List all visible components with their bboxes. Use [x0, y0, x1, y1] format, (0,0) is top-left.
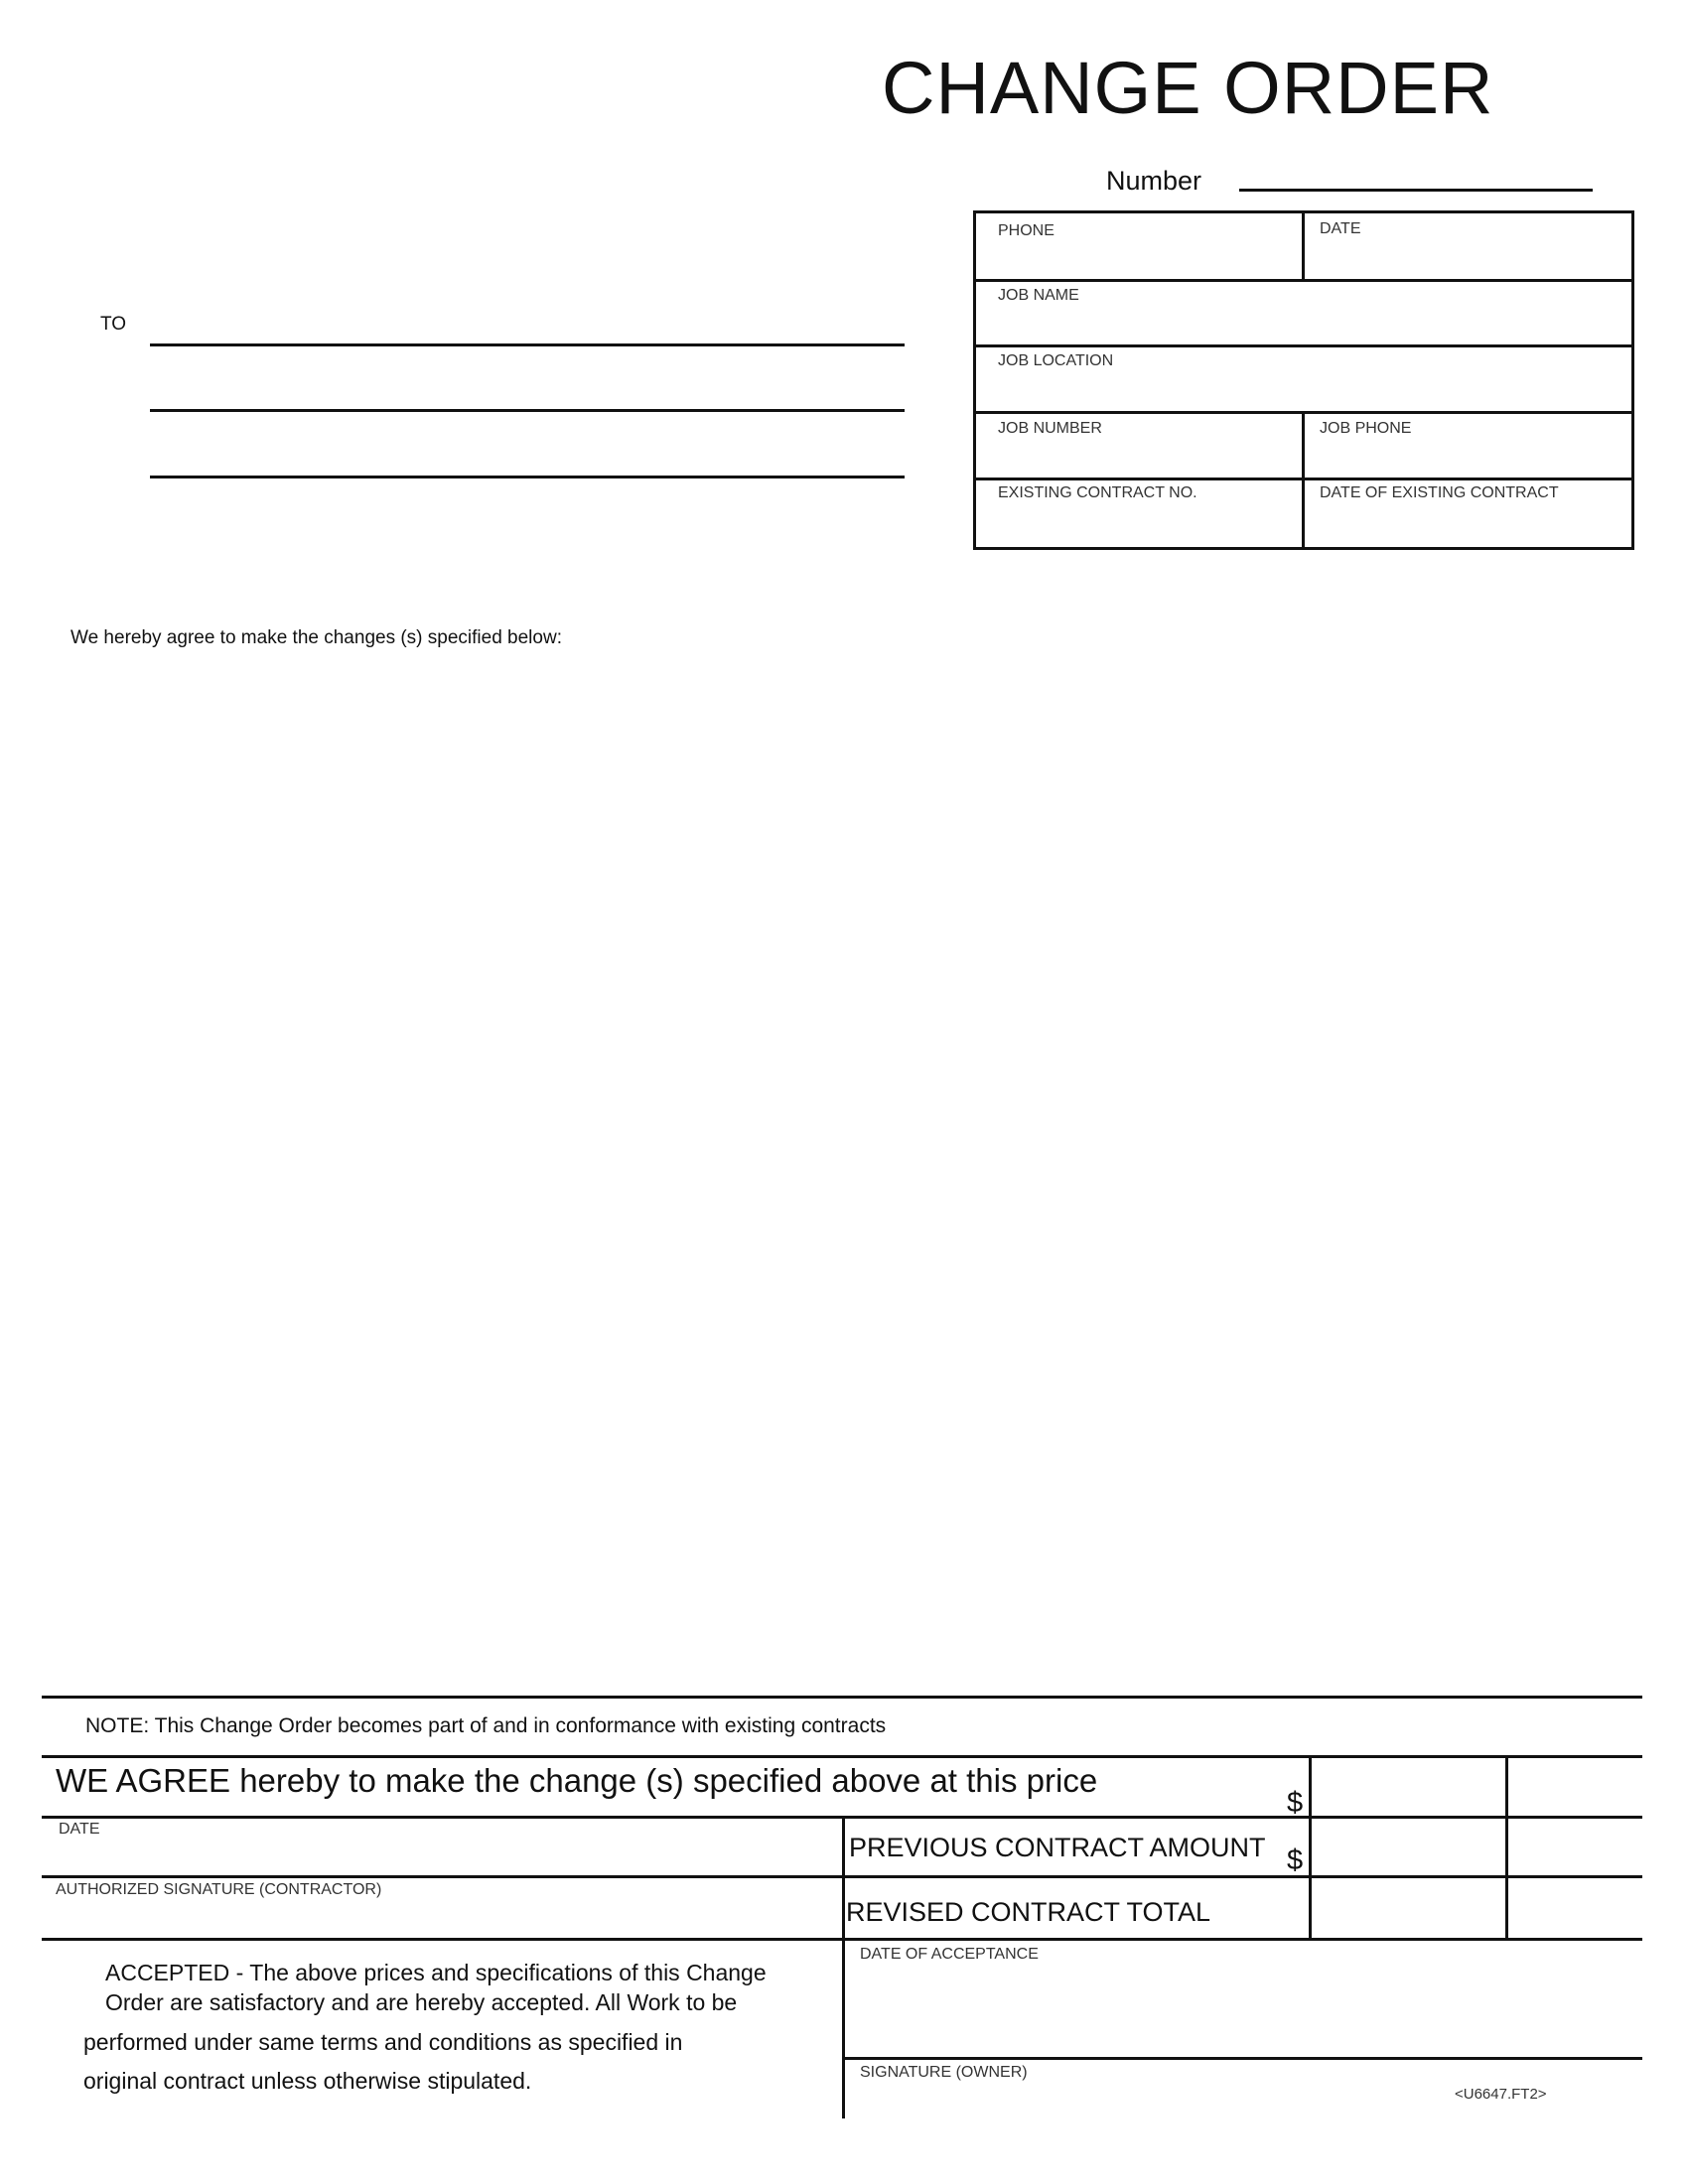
footer-divider [42, 1696, 1642, 1699]
box-divider [976, 344, 1631, 347]
job-info-box [973, 210, 1634, 550]
page-title: CHANGE ORDER [882, 47, 1494, 129]
revised-contract-total-label: REVISED CONTRACT TOTAL [846, 1897, 1211, 1927]
accepted-line-4: original contract unless otherwise stipulated. [83, 2068, 532, 2094]
price-column-divider [1505, 1757, 1508, 1940]
to-line-1[interactable] [150, 343, 905, 346]
form-code: <U6647.FT2> [1455, 2086, 1547, 2103]
dollar-sign: $ [1287, 1844, 1304, 1876]
authorized-signature-field[interactable]: AUTHORIZED SIGNATURE (CONTRACTOR) [56, 1881, 382, 1898]
we-agree-text: WE AGREE hereby to make the change (s) specified above at this price [56, 1762, 1098, 1799]
date-of-acceptance-field[interactable]: DATE OF ACCEPTANCE [860, 1946, 1039, 1963]
number-label: Number [1106, 166, 1202, 196]
number-field[interactable] [1239, 189, 1593, 192]
accepted-line-3: performed under same terms and conditions as specified in [83, 2029, 683, 2055]
job-name-field[interactable]: JOB NAME [998, 287, 1079, 304]
to-line-2[interactable] [150, 409, 905, 412]
job-number-field[interactable]: JOB NUMBER [998, 420, 1102, 437]
price-amount-field[interactable] [1313, 1759, 1503, 1815]
accepted-line-1: ACCEPTED - The above prices and specifications of this Change [105, 1960, 767, 1985]
to-label: TO [100, 314, 127, 335]
date-signature-field[interactable]: DATE [59, 1821, 100, 1838]
job-phone-field[interactable]: JOB PHONE [1320, 420, 1412, 437]
existing-contract-no-field[interactable]: EXISTING CONTRACT NO. [998, 484, 1197, 501]
date-field[interactable]: DATE [1320, 220, 1361, 237]
to-line-3[interactable] [150, 476, 905, 478]
previous-amount-field[interactable] [1313, 1819, 1503, 1874]
footer-column-divider [842, 1817, 845, 2118]
phone-field[interactable]: PHONE [998, 222, 1055, 239]
changes-intro: We hereby agree to make the changes (s) specified below: [70, 627, 562, 648]
price-column-divider [1309, 1757, 1312, 1940]
box-divider [1302, 213, 1305, 281]
footer-divider [42, 1755, 1642, 1758]
changes-description-area[interactable] [70, 665, 1619, 1658]
dollar-sign: $ [1287, 1787, 1304, 1819]
job-location-field[interactable]: JOB LOCATION [998, 352, 1114, 369]
owner-signature-field[interactable]: SIGNATURE (OWNER) [860, 2064, 1028, 2081]
accepted-line-2: Order are satisfactory and are hereby accepted. All Work to be [105, 1989, 738, 2015]
existing-contract-date-field[interactable]: DATE OF EXISTING CONTRACT [1320, 484, 1559, 501]
box-divider [1302, 411, 1305, 547]
previous-contract-amount-label: PREVIOUS CONTRACT AMOUNT [849, 1833, 1266, 1862]
revised-total-field[interactable] [1313, 1878, 1503, 1936]
note-text: NOTE: This Change Order becomes part of and in conformance with existing contracts [85, 1714, 887, 1737]
footer-divider [843, 2057, 1642, 2060]
